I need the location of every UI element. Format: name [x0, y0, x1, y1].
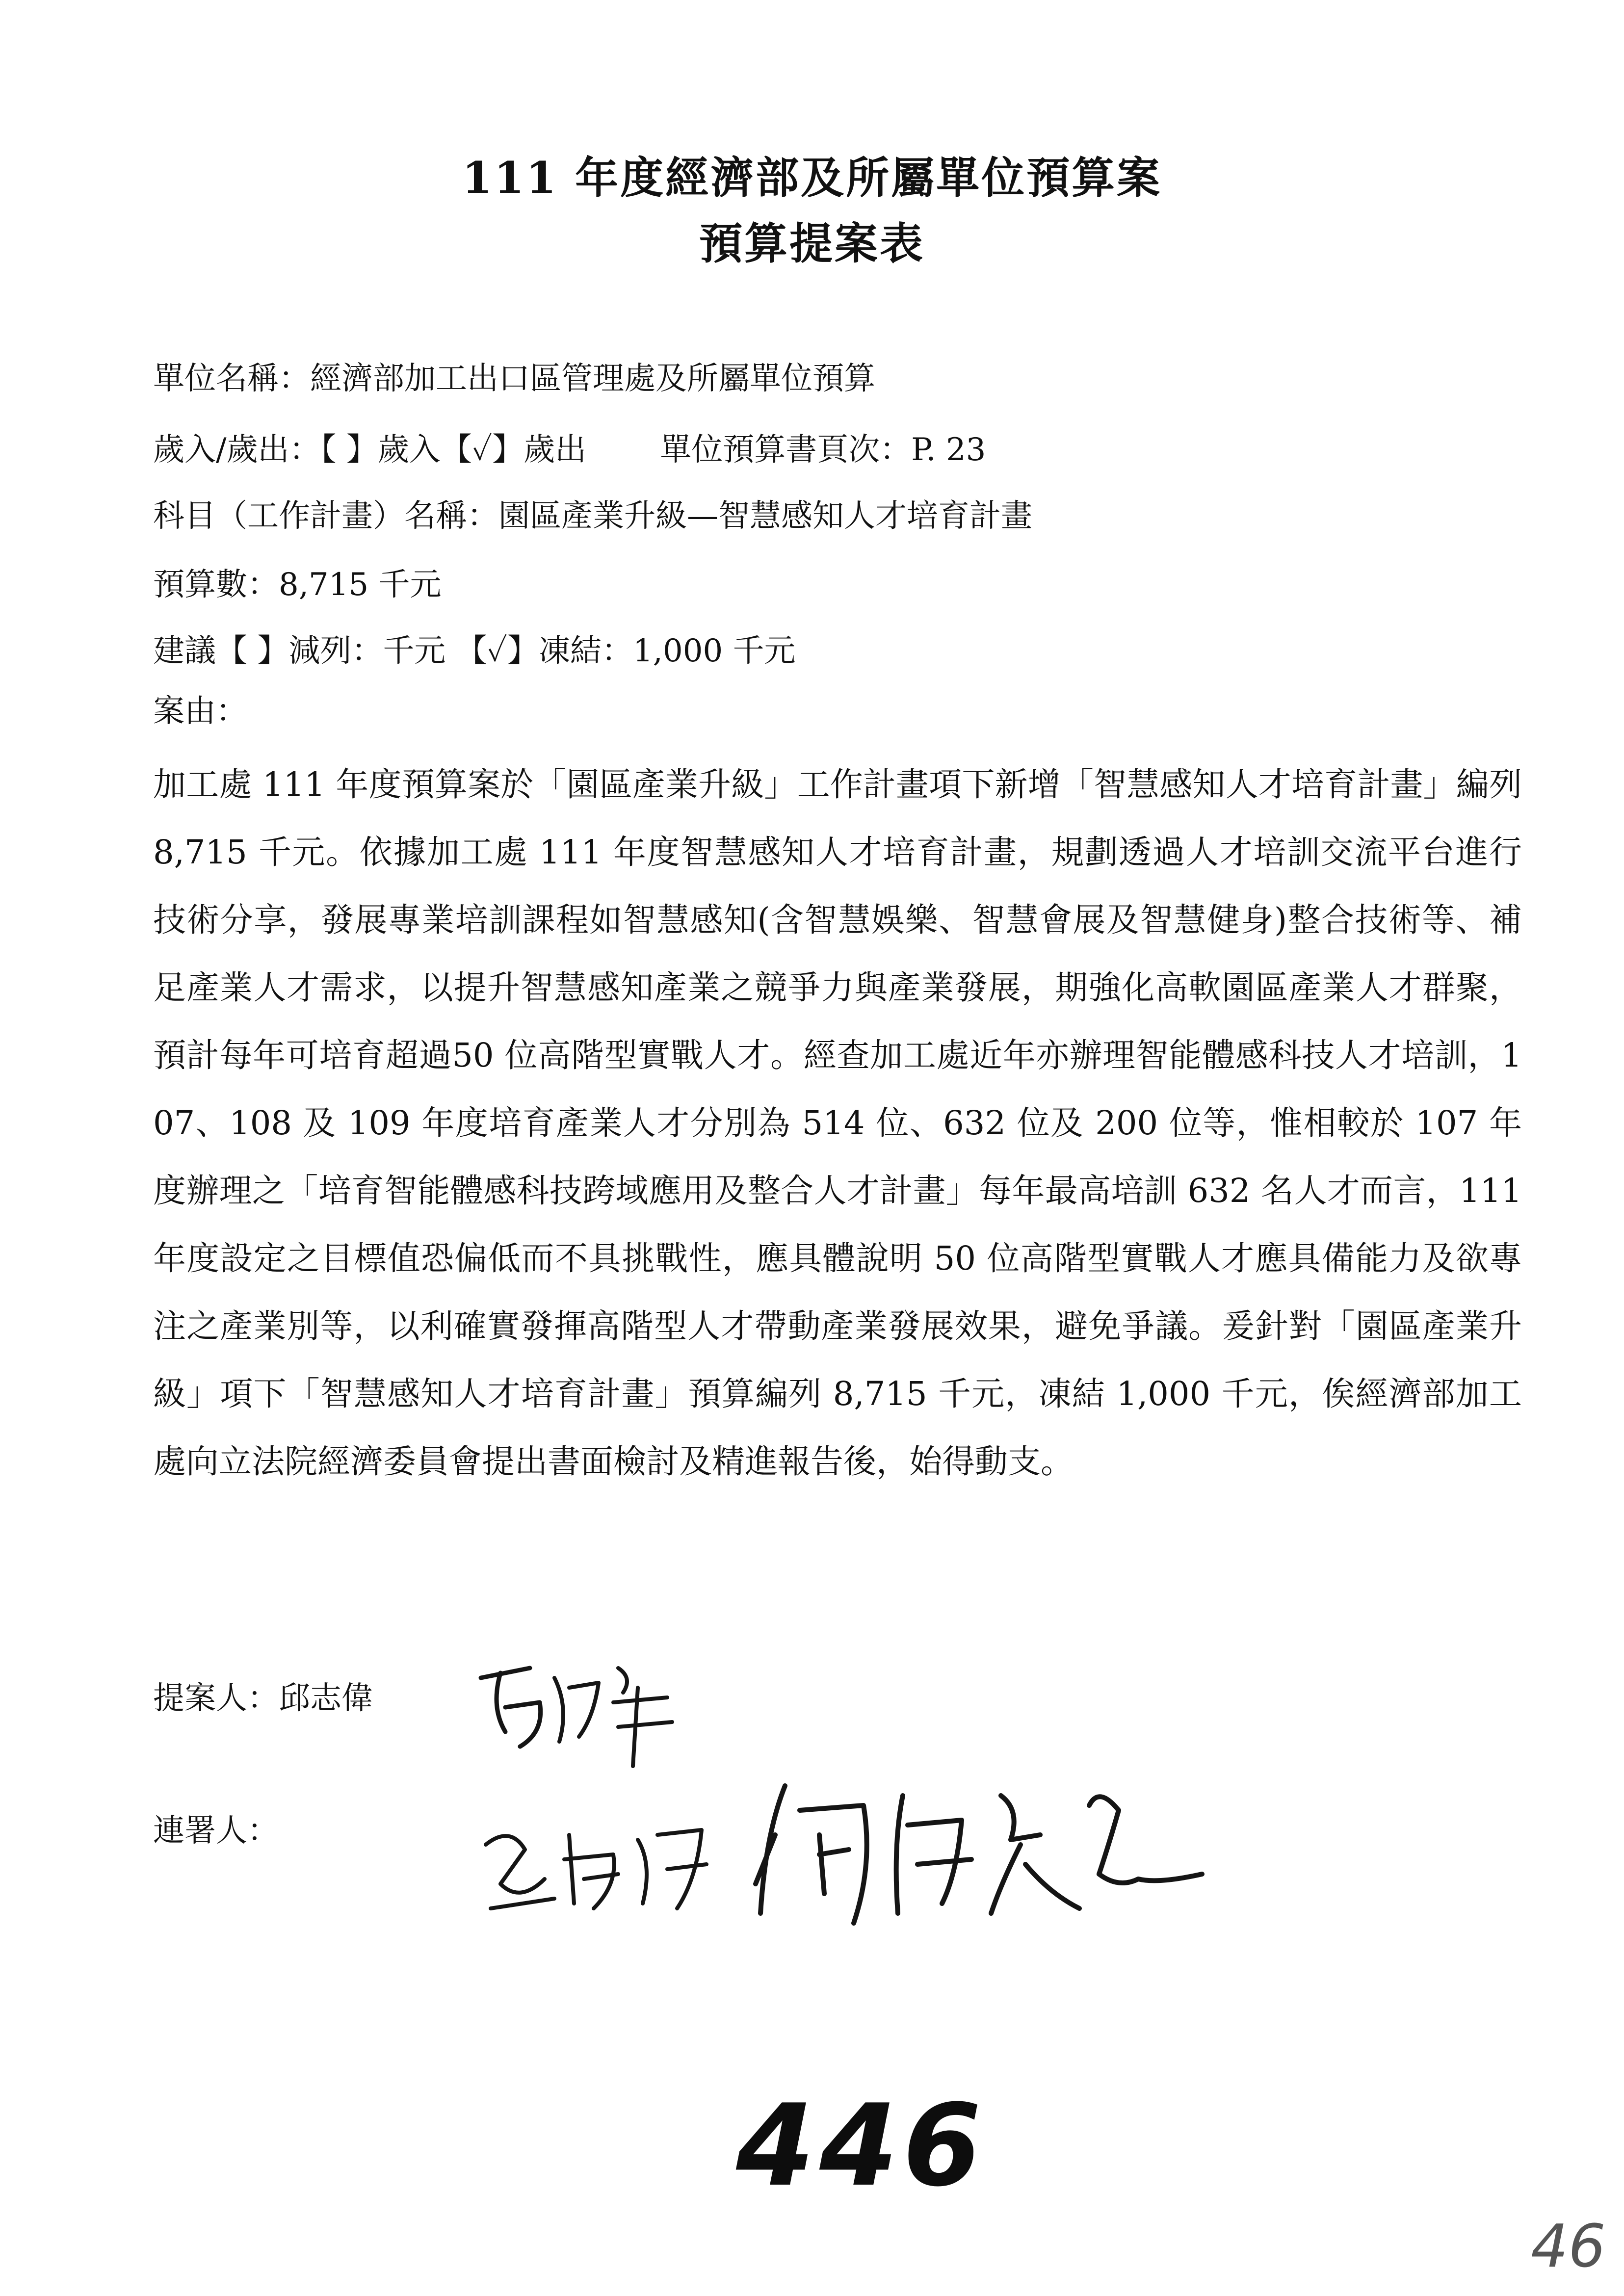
document-subtitle: 預算提案表 [699, 218, 925, 269]
cosigner-signature-1 [471, 1805, 726, 1933]
page-reference-field: 單位預算書頁次：P. 23 [660, 432, 986, 468]
cosigner-label: 連署人： [153, 1813, 279, 1849]
corner-page-number: 46 [1531, 2213, 1606, 2281]
document-title: 111 年度經濟部及所屬單位預算案 [462, 152, 1162, 203]
subject-field: 科目（工作計畫）名稱：園區產業升級—智慧感知人才培育計畫 [153, 498, 1032, 534]
proposal-field: 建議【 】減列：千元 【✓】凍結：1,000 千元 [153, 633, 796, 669]
proposer-label: 提案人：邱志偉 [153, 1680, 373, 1717]
revenue-expense-field: 歲入/歲出：【 】歲入【✓】歲出 [153, 432, 587, 468]
proposer-signature [471, 1648, 697, 1776]
unit-name-field: 單位名稱：經濟部加工出口區管理處及所屬單位預算 [153, 361, 875, 397]
reason-label: 案由： [153, 693, 247, 730]
reason-body: 加工處 111 年度預算案於「園區產業升級」工作計畫項下新增「智慧感知人才培育計畫」編列 8,715 千元。依據加工處 111 年度智慧感知人才培育計畫，規劃透過人才培訓交流平台進行技術分享，發展專業培訓課程如智慧感知(含智慧娛樂、智慧會展及智慧健身)整合技術等、補足產業人才需求，以提升智慧感知產業之競爭力與產業發展，期強化高軟園區產業人才群聚，預計每年可培育超過50 位高階型實戰人才。經查加工處近年亦辦理智能體感科技人才培訓，107、108 及 109 年度培育產業人才分別為 514 位、632 位及 200 位等，惟相較於 107 年度辦理之「培育智能體感科技跨域應用及整合人才計畫」每年最高培訓 632 名人才而言，111 年度設定之目標值恐偏低而不具挑戰性，應具體說明 50 位高階型實戰人才應具備能力及欲專注之產業別等，以利確實發揮高階型人才帶動產業發展效果，避免爭議。爰針對「園區產業升級」項下「智慧感知人才培育計畫」預算編列 8,715 千元，凍結 1,000 千元，俟經濟部加工處向立法院經濟委員會提出書面檢討及精進報告後，始得動支。 [153, 765, 1522, 1481]
revenue-expense-row [153, 434, 986, 466]
cosigner-signature-2 [746, 1766, 1217, 1933]
budget-amount-field: 預算數：8,715 千元 [153, 567, 442, 603]
handwritten-page-number: 446 [736, 2081, 987, 2212]
